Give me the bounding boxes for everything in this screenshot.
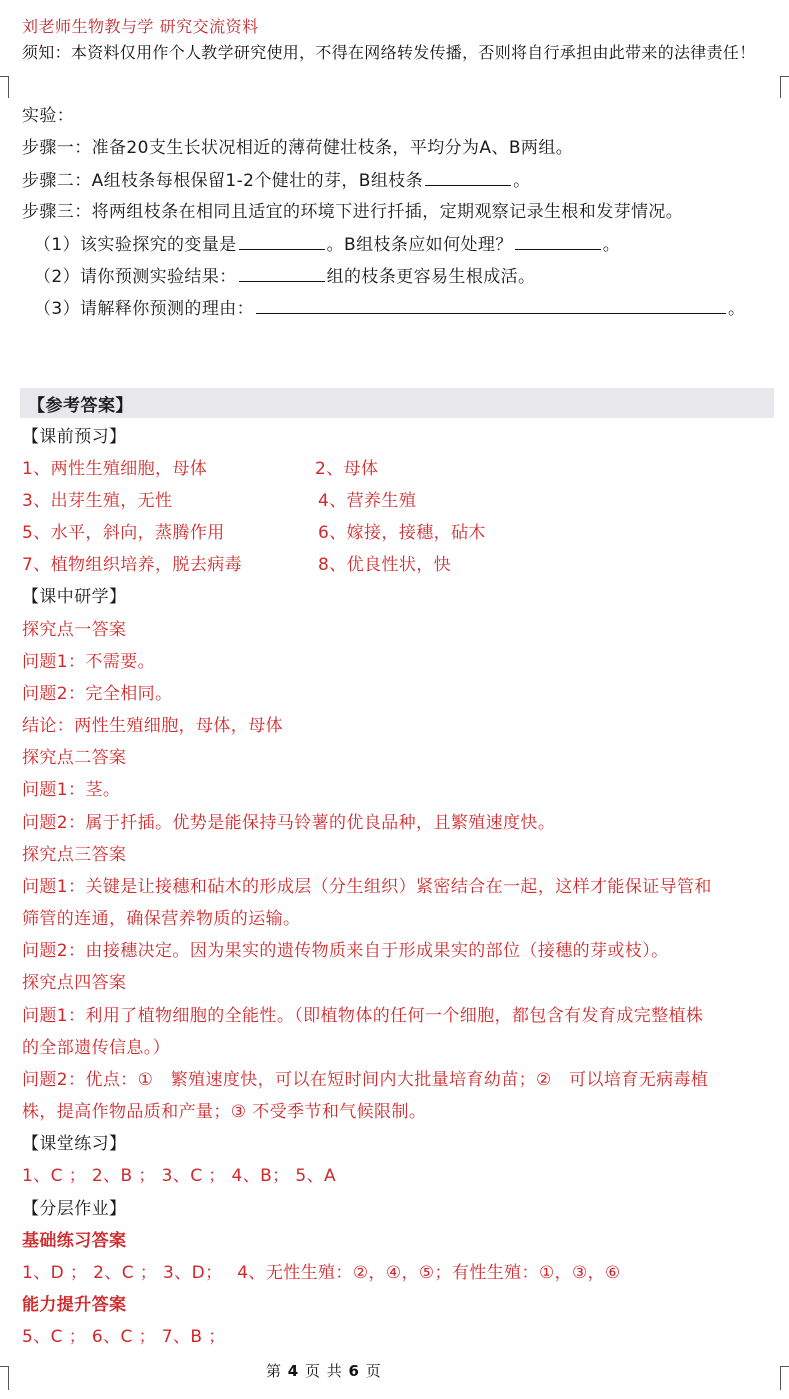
question-1-mid: 。B组枝条应如何处理？ bbox=[326, 235, 513, 255]
point-4-question-2: 问题2：优点：① 繁殖速度快，可以在短时间内大批量培育幼苗；② 可以培育无病毒植 bbox=[22, 1070, 709, 1090]
basic-title: 基础练习答案 bbox=[22, 1231, 127, 1251]
step2-end: 。 bbox=[513, 171, 531, 191]
question-3 bbox=[34, 296, 745, 321]
practice-answers: 1、C ； 2、B ； 3、C ； 4、B； 5、A bbox=[22, 1166, 337, 1186]
footer-total-pages: 6 bbox=[348, 1362, 360, 1380]
advanced-answers: 5、C ； 6、C ； 7、B ； bbox=[22, 1327, 226, 1347]
page-footer bbox=[266, 1360, 382, 1381]
answer-blank[interactable] bbox=[515, 232, 601, 250]
preview-answer-right: 2、母体 bbox=[315, 459, 379, 479]
answer-blank[interactable] bbox=[239, 232, 325, 250]
advanced-title: 能力提升答案 bbox=[22, 1295, 127, 1315]
header-notice: 须知：本资料仅用作个人教学研究使用，不得在网络转发传播，否则将自行承担由此带来的法律责任！ bbox=[22, 43, 756, 62]
point-1-question-2: 问题2：完全相同。 bbox=[22, 684, 173, 704]
preview-answer-left: 5、水平，斜向，蒸腾作用 bbox=[22, 523, 225, 543]
crop-mark-bottom-right-h bbox=[780, 1366, 789, 1367]
crop-mark-top-right-h bbox=[780, 76, 789, 77]
crop-mark-bottom-left-h bbox=[0, 1366, 9, 1367]
header-title: 刘老师生物教与学 研究交流资料 bbox=[22, 17, 259, 36]
practice-heading: 【课堂练习】 bbox=[22, 1134, 127, 1154]
study-heading: 【课中研学】 bbox=[22, 587, 127, 607]
crop-mark-top-left-h bbox=[0, 76, 9, 77]
crop-mark-top-left bbox=[0, 76, 9, 98]
experiment-step-2 bbox=[22, 168, 530, 193]
answer-blank[interactable] bbox=[425, 168, 511, 186]
footer-middle: 页 共 bbox=[299, 1362, 349, 1380]
footer-page-number: 4 bbox=[287, 1362, 300, 1380]
point-4-question-1-cont: 的全部遗传信息。） bbox=[22, 1038, 171, 1058]
answer-blank[interactable] bbox=[239, 264, 325, 282]
question-2-end: 组的枝条更容易生根成活。 bbox=[326, 267, 536, 287]
answers-bar bbox=[20, 388, 774, 418]
point-2-question-1: 问题1：茎。 bbox=[22, 780, 121, 800]
point-3-question-2: 问题2：由接穗决定。因为果实的遗传物质来自于形成果实的部位（接穗的芽或枝）。 bbox=[22, 941, 669, 961]
homework-heading: 【分层作业】 bbox=[22, 1199, 127, 1219]
question-2 bbox=[34, 264, 535, 289]
basic-answers: 1、D ； 2、C ； 3、D； 4、无性生殖：②，④，⑤；有性生殖：①，③，⑥ bbox=[22, 1263, 621, 1283]
preview-heading: 【课前预习】 bbox=[22, 427, 127, 447]
point-1-conclusion: 结论：两性生殖细胞，母体，母体 bbox=[22, 716, 283, 736]
preview-answer-right: 8、优良性状，快 bbox=[318, 555, 452, 575]
point-2-title: 探究点二答案 bbox=[22, 748, 127, 768]
preview-answer-left: 3、出芽生殖，无性 bbox=[22, 491, 173, 511]
question-2-text: （2）请你预测实验结果： bbox=[34, 267, 237, 287]
footer-prefix: 第 bbox=[266, 1362, 288, 1380]
point-1-question-1: 问题1：不需要。 bbox=[22, 652, 156, 672]
question-3-text: （3）请解释你预测的理由： bbox=[34, 299, 255, 319]
point-4-title: 探究点四答案 bbox=[22, 973, 127, 993]
question-1-end: 。 bbox=[602, 235, 621, 255]
experiment-step-1: 步骤一：准备20支生长状况相近的薄荷健壮枝条，平均分为A、B两组。 bbox=[22, 138, 574, 158]
point-4-question-1: 问题1：利用了植物细胞的全能性。（即植物体的任何一个细胞，都包含有发育成完整植株 bbox=[22, 1006, 704, 1026]
point-4-question-2-cont: 株，提高作物品质和产量；③ 不受季节和气候限制。 bbox=[22, 1102, 427, 1122]
preview-answer-right: 6、嫁接，接穗，砧木 bbox=[318, 523, 486, 543]
answer-blank[interactable] bbox=[256, 296, 726, 314]
preview-answer-left: 1、两性生殖细胞，母体 bbox=[22, 459, 208, 479]
footer-suffix: 页 bbox=[359, 1362, 382, 1380]
crop-mark-bottom-right bbox=[780, 1366, 789, 1390]
point-1-title: 探究点一答案 bbox=[22, 620, 127, 640]
experiment-heading: 实验： bbox=[22, 106, 75, 126]
step2-text: 步骤二：A组枝条每根保留1-2个健壮的芽，B组枝条 bbox=[22, 171, 424, 191]
preview-answer-right: 4、营养生殖 bbox=[318, 491, 417, 511]
point-2-question-2: 问题2：属于扦插。优势是能保持马铃薯的优良品种，且繁殖速度快。 bbox=[22, 813, 556, 833]
answers-bar-title: 【参考答案】 bbox=[28, 396, 133, 416]
point-3-title: 探究点三答案 bbox=[22, 845, 127, 865]
crop-mark-top-right bbox=[780, 76, 789, 98]
crop-mark-bottom-left bbox=[0, 1366, 9, 1390]
experiment-step-3: 步骤三：将两组枝条在相同且适宜的环境下进行扦插，定期观察记录生根和发芽情况。 bbox=[22, 202, 684, 222]
question-3-end: 。 bbox=[728, 299, 746, 319]
question-1-text: （1）该实验探究的变量是 bbox=[34, 235, 237, 255]
preview-answer-left: 7、植物组织培养，脱去病毒 bbox=[22, 555, 243, 575]
point-3-question-1: 问题1：关键是让接穗和砧木的形成层（分生组织）紧密结合在一起，这样才能保证导管和 bbox=[22, 877, 712, 897]
point-3-question-1-cont: 筛管的连通，确保营养物质的运输。 bbox=[22, 909, 301, 929]
question-1 bbox=[34, 232, 620, 257]
